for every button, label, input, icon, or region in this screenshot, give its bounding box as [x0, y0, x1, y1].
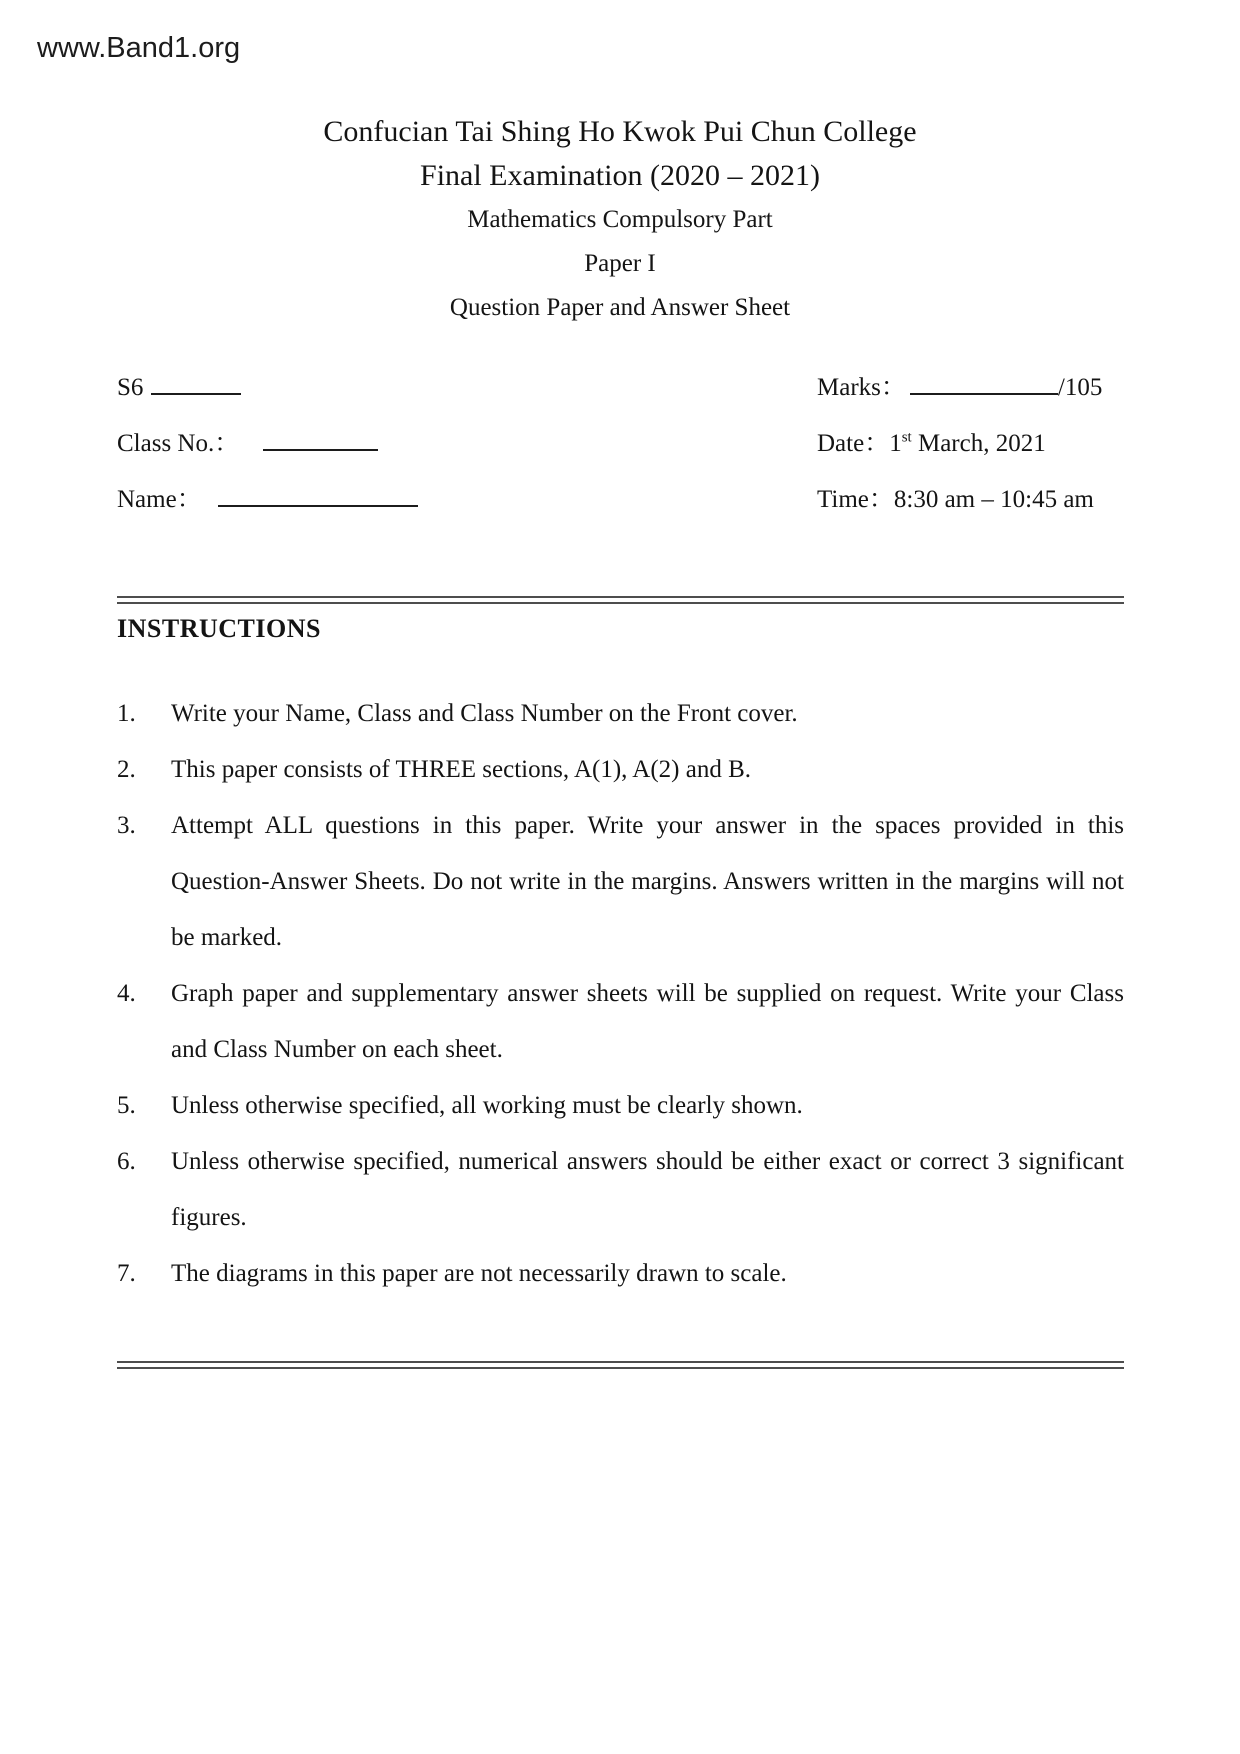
class-prefix-label: S6 — [117, 374, 144, 401]
marks-label: Marks： — [817, 374, 906, 401]
instruction-number: 5. — [117, 1092, 136, 1119]
instruction-item-3 — [117, 798, 1124, 966]
date-day: 1 — [889, 430, 902, 457]
marks-total: /105 — [1057, 374, 1103, 401]
instruction-item-5 — [117, 1078, 1124, 1134]
name-blank-line — [218, 475, 418, 507]
instruction-number: 2. — [117, 756, 136, 783]
name-label: Name： — [117, 486, 202, 513]
sheet-type-title: Question Paper and Answer Sheet — [449, 294, 791, 321]
class-blank-line — [151, 363, 241, 395]
subject-title: Mathematics Compulsory Part — [467, 206, 773, 233]
instruction-text: This paper consists of THREE sections, A(1), A(2) and B. — [171, 756, 752, 783]
date-label: Date： — [817, 430, 890, 457]
top-divider-rule — [117, 596, 1124, 604]
instruction-number: 4. — [117, 980, 136, 1007]
time-value: 8:30 am – 10:45 am — [893, 486, 1094, 513]
date-ordinal: st — [901, 429, 912, 446]
instruction-number: 1. — [117, 700, 136, 727]
instruction-number: 7. — [117, 1260, 136, 1287]
time-label: Time： — [817, 486, 894, 513]
bottom-divider-rule — [117, 1361, 1124, 1369]
instruction-text: Unless otherwise specified, numerical answers should be either exact or correct 3 significant figures. — [171, 1148, 1124, 1231]
date-row — [817, 416, 1102, 472]
school-name: Confucian Tai Shing Ho Kwok Pui Chun College — [323, 115, 917, 148]
cover-form — [117, 360, 1124, 528]
instruction-number: 6. — [117, 1148, 136, 1175]
instruction-item-6 — [117, 1134, 1124, 1246]
exam-title: Final Examination (2020 – 2021) — [420, 159, 820, 192]
time-row — [817, 472, 1102, 528]
instruction-text: Attempt ALL questions in this paper. Write your answer in the spaces provided in this Question-Answer Sheets. Do not write in the margins. Answers written in the margins will not be marked. — [171, 812, 1124, 951]
instruction-item-1 — [117, 686, 1124, 742]
class-no-label: Class No.： — [117, 430, 240, 457]
instruction-number: 3. — [117, 812, 136, 839]
instruction-text: The diagrams in this paper are not necessarily drawn to scale. — [171, 1260, 787, 1287]
instruction-item-4 — [117, 966, 1124, 1078]
date-rest: March, 2021 — [911, 430, 1046, 457]
paper-title: Paper I — [584, 250, 656, 277]
instruction-item-2 — [117, 742, 1124, 798]
exam-info-column — [817, 360, 1102, 528]
title-block — [0, 110, 1240, 330]
watermark-url: www.Band1.org — [37, 32, 241, 64]
instruction-text: Unless otherwise specified, all working must be clearly shown. — [171, 1092, 803, 1119]
instruction-text: Write your Name, Class and Class Number on the Front cover. — [171, 700, 798, 727]
instruction-list — [117, 686, 1124, 1302]
instruction-item-7 — [117, 1246, 1124, 1302]
marks-row — [817, 360, 1102, 416]
class-no-blank-line — [263, 419, 378, 451]
instruction-text: Graph paper and supplementary answer sheets will be supplied on request. Write your Class and Class Number on each sheet. — [171, 980, 1124, 1063]
instructions-heading: INSTRUCTIONS — [117, 614, 321, 643]
marks-blank-line — [910, 363, 1058, 395]
